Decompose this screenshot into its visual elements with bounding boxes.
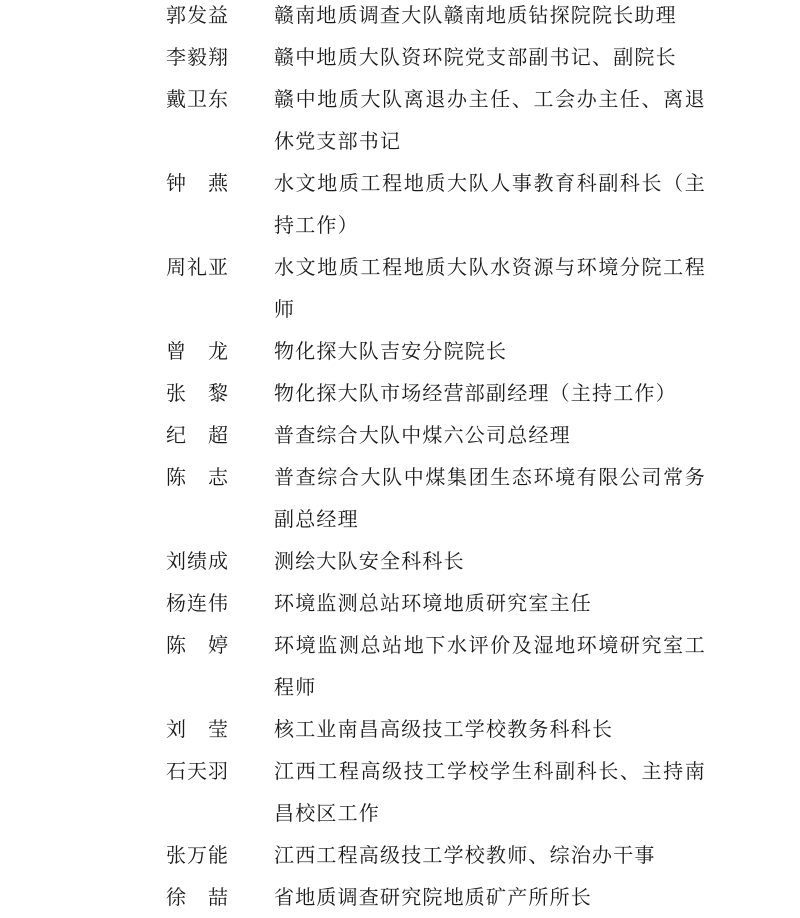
person-name: 刘绩成 bbox=[166, 549, 229, 573]
person-title: 测绘大队安全科科长 bbox=[274, 549, 465, 573]
person-title: 水文地质工程地质大队水资源与环境分院工程师 bbox=[274, 255, 706, 321]
person-name: 陈婷 bbox=[166, 633, 250, 657]
person-title: 物化探大队吉安分院院长 bbox=[274, 339, 508, 363]
list-item bbox=[0, 36, 800, 78]
person-name: 李毅翔 bbox=[166, 45, 229, 69]
person-title: 江西工程高级技工学校学生科副科长、主持南昌校区工作 bbox=[274, 759, 706, 825]
person-title: 物化探大队市场经营部副经理（主持工作） bbox=[274, 381, 677, 405]
list-item bbox=[0, 750, 800, 834]
person-name: 张万能 bbox=[166, 843, 229, 867]
person-title: 环境监测总站地下水评价及湿地环境研究室工程师 bbox=[274, 633, 706, 699]
list-item bbox=[0, 162, 800, 246]
list-item bbox=[0, 708, 800, 750]
person-name: 戴卫东 bbox=[166, 87, 229, 111]
person-name: 陈志 bbox=[166, 465, 250, 489]
person-title: 环境监测总站环境地质研究室主任 bbox=[274, 591, 592, 615]
person-title: 普查综合大队中煤六公司总经理 bbox=[274, 423, 571, 447]
list-item bbox=[0, 330, 800, 372]
person-title: 赣中地质大队资环院党支部副书记、副院长 bbox=[274, 45, 677, 69]
list-item bbox=[0, 876, 800, 918]
list-item bbox=[0, 372, 800, 414]
list-item bbox=[0, 624, 800, 708]
list-item bbox=[0, 0, 800, 36]
person-name: 郭发益 bbox=[166, 3, 229, 27]
person-name: 纪超 bbox=[166, 423, 250, 447]
person-title: 水文地质工程地质大队人事教育科副科长（主持工作） bbox=[274, 171, 706, 237]
person-name: 石天羽 bbox=[166, 759, 229, 783]
person-title: 核工业南昌高级技工学校教务科科长 bbox=[274, 717, 614, 741]
person-title: 普查综合大队中煤集团生态环境有限公司常务副总经理 bbox=[274, 465, 706, 531]
person-name: 刘莹 bbox=[166, 717, 250, 741]
list-item bbox=[0, 540, 800, 582]
list-item bbox=[0, 414, 800, 456]
person-name: 张黎 bbox=[166, 381, 250, 405]
person-title: 赣中地质大队离退办主任、工会办主任、离退休党支部书记 bbox=[274, 87, 706, 153]
person-title: 省地质调查研究院地质矿产所所长 bbox=[274, 885, 592, 909]
person-name: 钟燕 bbox=[166, 171, 250, 195]
list-item bbox=[0, 78, 800, 162]
person-name: 徐喆 bbox=[166, 885, 250, 909]
person-title: 赣南地质调查大队赣南地质钻探院院长助理 bbox=[274, 3, 677, 27]
list-item bbox=[0, 582, 800, 624]
list-item bbox=[0, 246, 800, 330]
person-title: 江西工程高级技工学校教师、综治办干事 bbox=[274, 843, 656, 867]
person-name: 周礼亚 bbox=[166, 255, 229, 279]
person-name: 曾龙 bbox=[166, 339, 250, 363]
person-name: 杨连伟 bbox=[166, 591, 229, 615]
list-item bbox=[0, 834, 800, 876]
list-item bbox=[0, 456, 800, 540]
